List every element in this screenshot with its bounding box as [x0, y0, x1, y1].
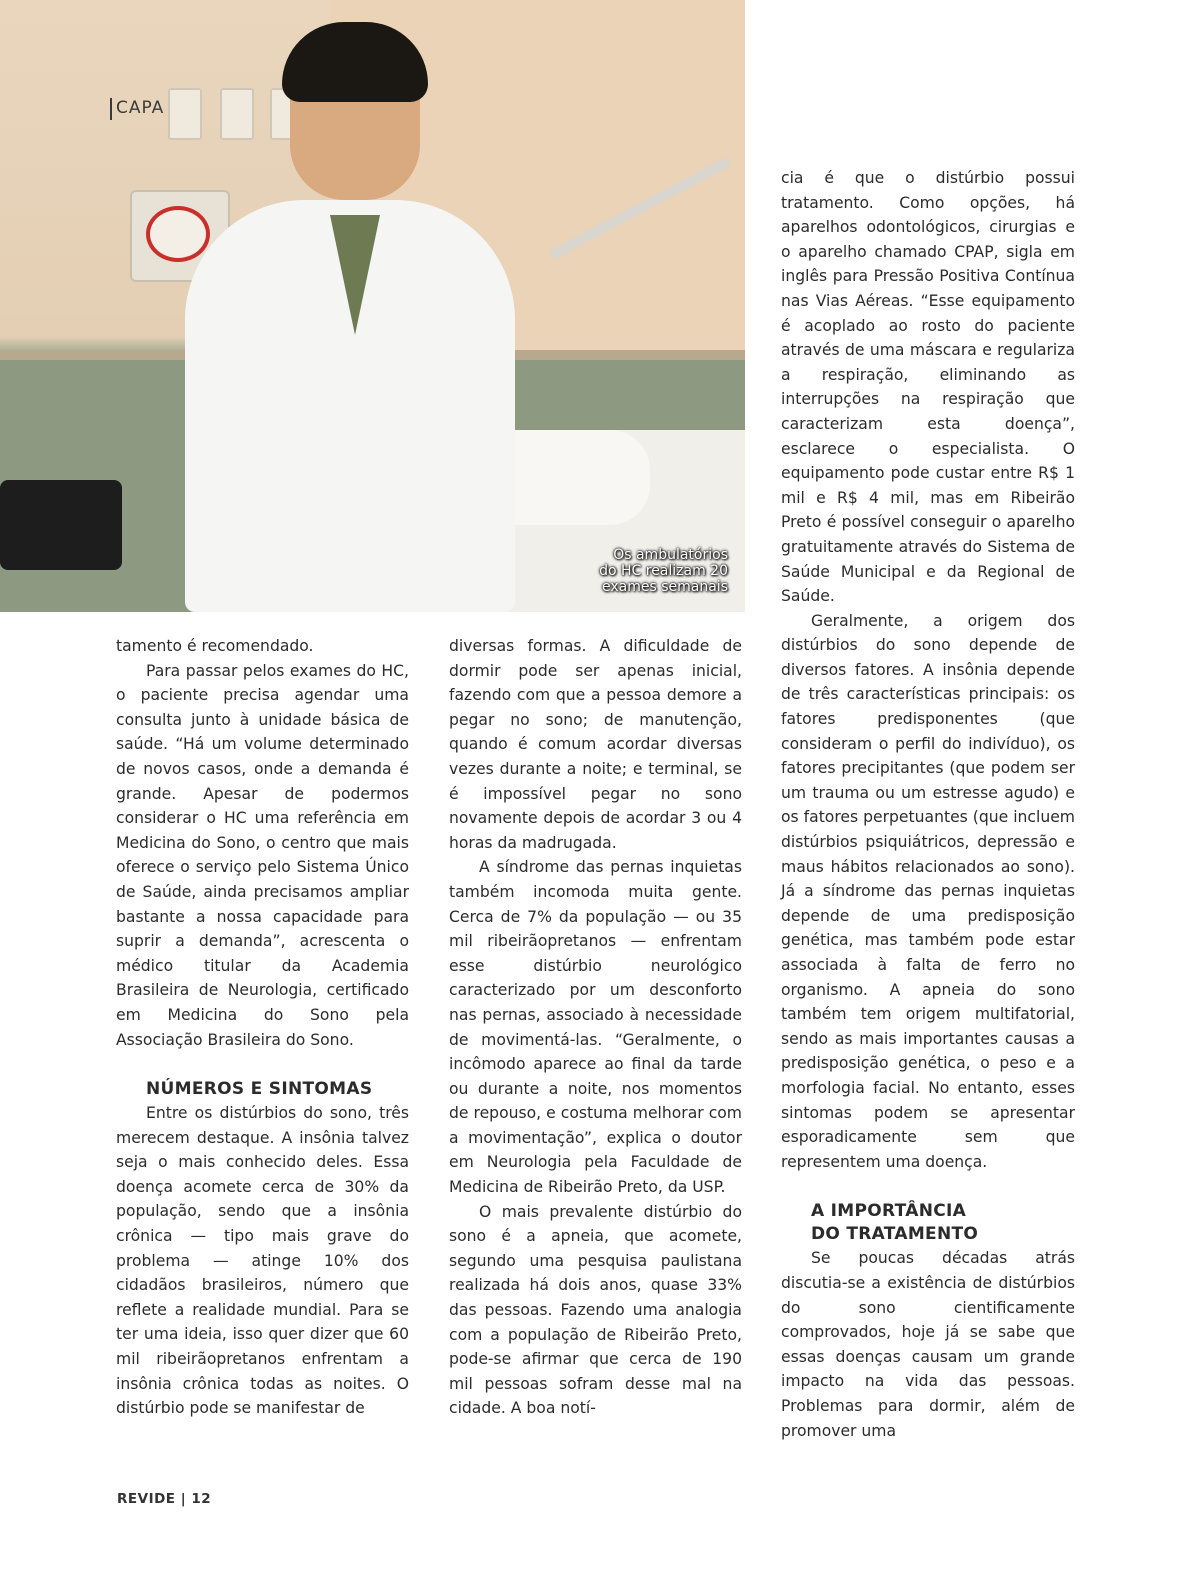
- cover-photo: [0, 0, 745, 612]
- caption-line: do HC realizam 20: [599, 563, 728, 579]
- section-label: CAPA: [116, 98, 165, 118]
- wall-outlet: [168, 88, 202, 140]
- cpap-device: [0, 480, 122, 570]
- paragraph: A síndrome das pernas inquietas também incomoda muita gente. Cerca de 7% da população — ou 35 mil ribeirãopretanos — enfrentam esse distúrbio neurológico caracterizado por um desconforto nas pernas, associado à necessidade de movimentá-las. “Geralmente, o incômodo aparece ao final da tarde ou durante a noite, nos momentos de repouso, e costuma melhorar com a movimentação”, explica o doutor em Neurologia pela Faculdade de Medicina de Ribeirão Preto, da USP.: [449, 858, 742, 1197]
- caption-line: exames semanais: [602, 579, 728, 595]
- paragraph: Geralmente, a origem dos distúrbios do sono depende de diversos fatores. A insônia depende de três características principais: os fatores predisponentes (que consideram o perfil do indivíduo), os fatores precipitantes (que podem ser um trauma ou um estresse agudo) e os fatores perpetuantes (que incluem distúrbios psiquiátricos, depressão e maus hábitos relacionados ao sono). Já a síndrome das pernas inquietas depende de uma predisposição genética, mas também pode estar associada à falta de ferro no organismo. A apneia do sono também tem origem multifatorial, sendo as mais importantes causas a predisposição genética, o peso e a morfologia facial. No entanto, esses sintomas podem se apresentar esporadicamente sem que representem uma doença.: [781, 611, 1075, 1171]
- section-heading: NÚMEROS E SINTOMAS: [146, 1079, 373, 1100]
- page-footer: REVIDE | 12: [117, 1491, 212, 1507]
- text-column-1: [116, 634, 409, 1421]
- paragraph: Entre os distúrbios do sono, três merecem destaque. A insônia talvez seja o mais conhecido deles. Essa doença acomete cerca de 30% da população, sendo que a insônia crônica — tipo mais grave do problema — atinge 10% dos cidadãos brasileiros, número que reflete a realidade mundial. Para se ter uma ideia, isso quer dizer que 60 mil ribeirãopretanos enfrentam a insônia crônica todas as noites. O distúrbio pode se manifestar de: [116, 1104, 409, 1418]
- heading-line: DO TRATAMENTO: [811, 1224, 979, 1245]
- paragraph: Se poucas décadas atrás discutia-se a existência de distúrbios do sono cientificamente comprovados, hoje já se sabe que essas doenças causam um grande impacto na vida das pessoas. Problemas para dormir, além de promover uma: [781, 1249, 1075, 1440]
- paragraph: O mais prevalente distúrbio do sono é a apneia, que acomete, segundo uma pesquisa paulistana realizada há dois anos, quase 33% das pessoas. Fazendo uma analogia com a população de Ribeirão Preto, pode-se afirmar que cerca de 190 mil pessoas sofram desse mal na cidade. A boa notí-: [449, 1202, 742, 1418]
- section-marker: [110, 98, 112, 120]
- photo-caption: [560, 547, 728, 595]
- wall-outlet: [220, 88, 254, 140]
- text-column-2: [449, 634, 742, 1421]
- text-column-3: [781, 166, 1075, 1443]
- caption-line: Os ambulatórios: [613, 547, 728, 563]
- heading-line: A IMPORTÂNCIA: [811, 1201, 967, 1222]
- paragraph: cia é que o distúrbio possui tratamento. Como opções, há aparelhos odontológicos, cirurgias e o aparelho chamado CPAP, sigla em inglês para Pressão Positiva Contínua nas Vias Aéreas. “Esse equipamento é acoplado ao rosto do paciente através de uma máscara e regulariza a respiração, eliminando as interrupções na respiração que caracterizam esta doença”, esclarece o especialista. O equipamento pode custar entre R$ 1 mil e R$ 4 mil, mas em Ribeirão Preto é possível conseguir o aparelho gratuitamente através do Sistema de Saúde Municipal e da Regional de Saúde.: [781, 169, 1075, 606]
- paragraph: Para passar pelos exames do HC, o paciente precisa agendar uma consulta junto à unidade básica de saúde. “Há um volume determinado de novos casos, onde a demanda é grande. Apesar de podermos considerar o HC uma referência em Medicina do Sono, o centro que mais oferece o serviço pelo Sistema Único de Saúde, ainda precisamos ampliar bastante a nossa capacidade para suprir a demanda”, acrescenta o médico titular da Academia Brasileira de Neurologia, certificado em Medicina do Sono pela Associação Brasileira do Sono.: [116, 661, 409, 1049]
- section-heading: [811, 1200, 1075, 1246]
- paragraph: tamento é recomendado.: [116, 637, 314, 655]
- paragraph: diversas formas. A dificuldade de dormir pode ser apenas inicial, fazendo com que a pessoa demore a pegar no sono; de manutenção, quando é comum acordar diversas vezes durante a noite; e terminal, se é impossível pegar no sono novamente depois de acordar 3 ou 4 horas da madrugada.: [449, 637, 742, 852]
